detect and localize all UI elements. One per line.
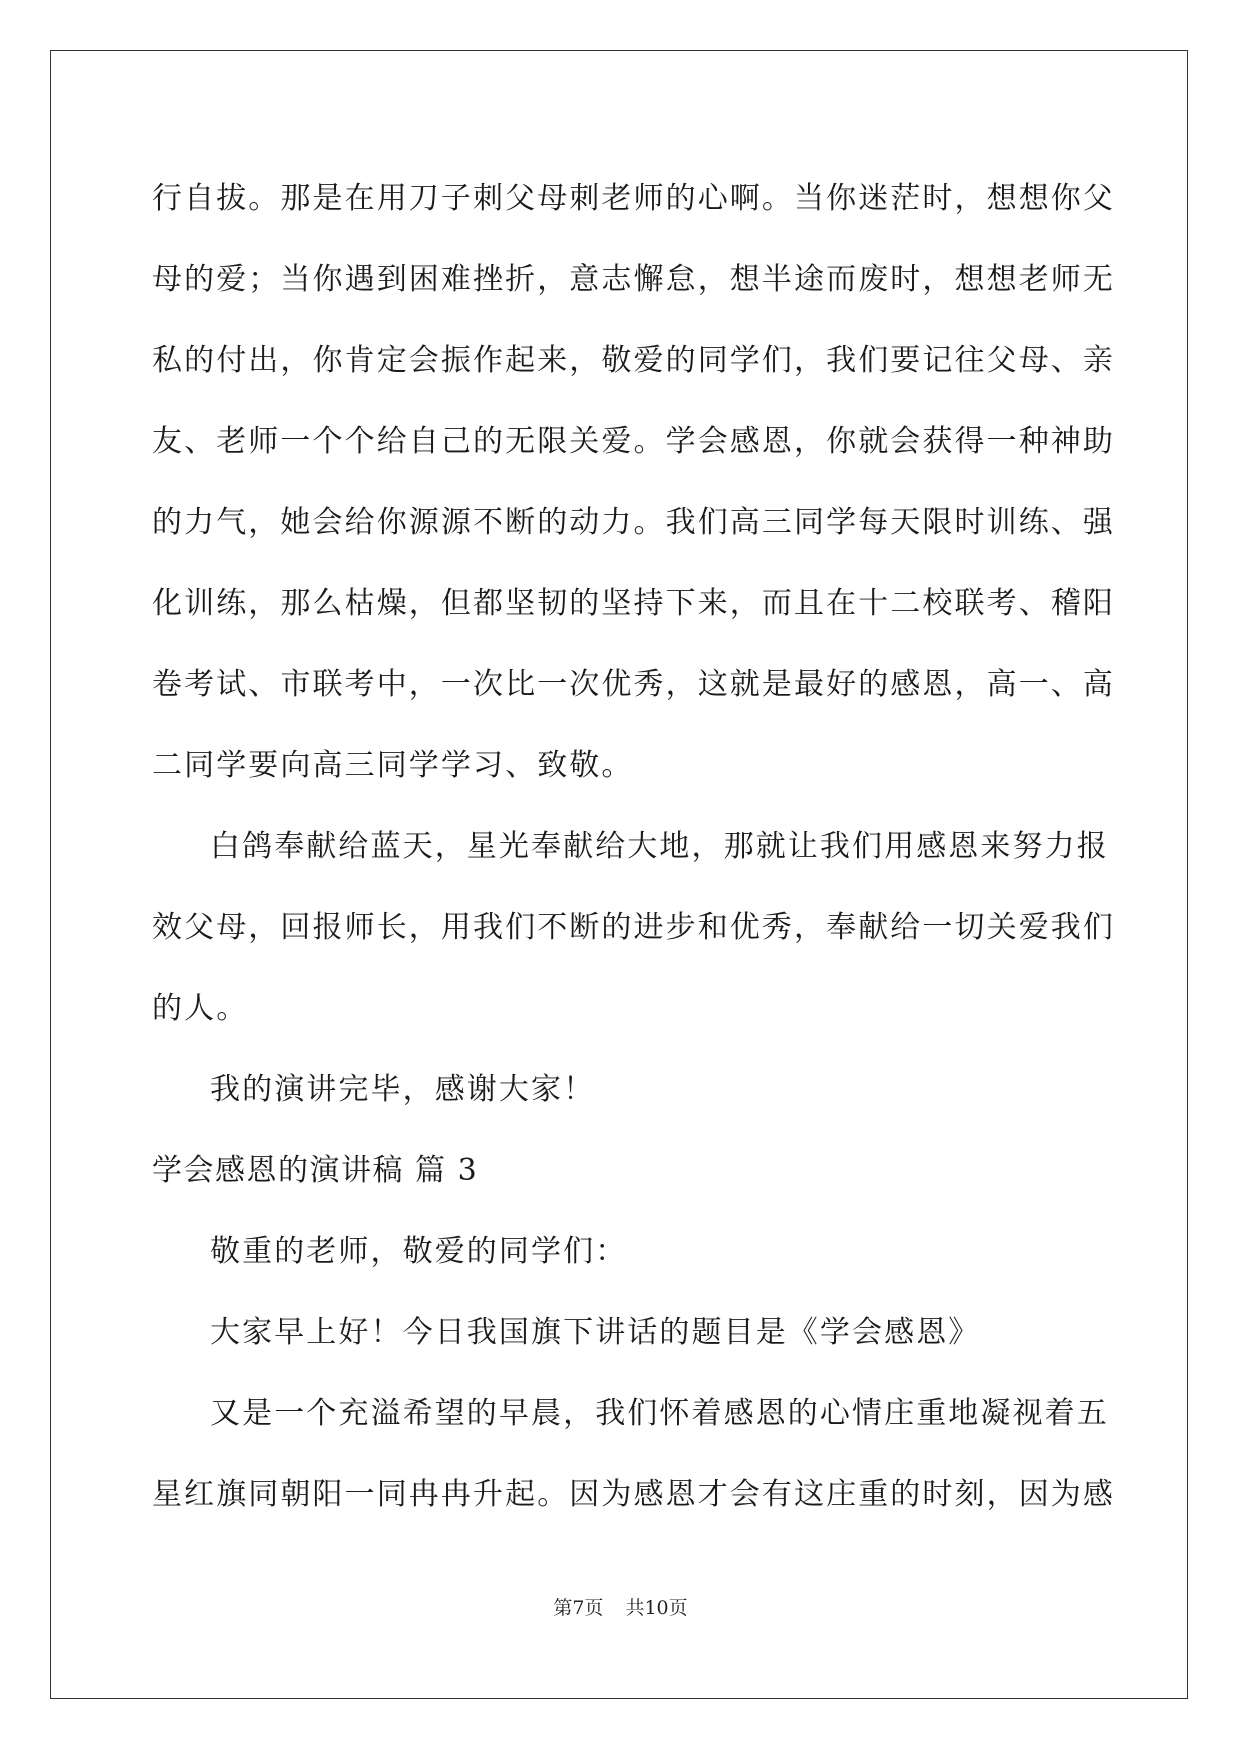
text-line: 又是一个充溢希望的早晨，我们怀着感恩的心情庄重地凝视着五 (210, 1396, 1109, 1431)
document-body (152, 158, 1115, 1535)
text-line: 大家早上好！今日我国旗下讲话的题目是《学会感恩》 (210, 1315, 981, 1350)
page-total: 共10页 (625, 1597, 688, 1619)
paragraph-1 (152, 158, 1115, 806)
text-line: 的力气，她会给你源源不断的动力。我们高三同学每天限时训练、强 (152, 505, 1115, 540)
page-footer (0, 1593, 1241, 1620)
page-number: 第7页 (553, 1597, 604, 1619)
paragraph-2 (152, 806, 1115, 1049)
text-line: 白鸽奉献给蓝天，星光奉献给大地，那就让我们用感恩来努力报 (210, 829, 1109, 864)
section-heading: 学会感恩的演讲稿 篇 3 (152, 1153, 479, 1188)
paragraph-body (152, 1373, 1115, 1535)
text-line: 的人。 (152, 991, 249, 1026)
paragraph-3 (152, 1049, 1086, 1130)
text-line: 我的演讲完毕，感谢大家！ (210, 1072, 596, 1107)
text-line: 效父母，回报师长，用我们不断的进步和优秀，奉献给一切关爱我们 (152, 910, 1115, 945)
text-line: 化训练，那么枯燥，但都坚韧的坚持下来，而且在十二校联考、稽阳 (152, 586, 1115, 621)
text-line: 行自拔。那是在用刀子刺父母刺老师的心啊。当你迷茫时，想想你父 (152, 181, 1115, 216)
text-line: 二同学要向高三同学学习、致敬。 (152, 748, 634, 783)
text-line: 卷考试、市联考中，一次比一次优秀，这就是最好的感恩，高一、高 (152, 667, 1115, 702)
greeting (152, 1292, 1086, 1373)
salutation (152, 1211, 1086, 1292)
text-line: 母的爱；当你遇到困难挫折，意志懈怠，想半途而废时，想想老师无 (152, 262, 1115, 297)
text-line: 敬重的老师，敬爱的同学们： (210, 1234, 628, 1269)
text-line: 私的付出，你肯定会振作起来，敬爱的同学们，我们要记往父母、亲 (152, 343, 1115, 378)
text-line: 星红旗同朝阳一同冉冉升起。因为感恩才会有这庄重的时刻，因为感 (152, 1477, 1115, 1512)
text-line: 友、老师一个个给自己的无限关爱。学会感恩，你就会获得一种神助 (152, 424, 1115, 459)
